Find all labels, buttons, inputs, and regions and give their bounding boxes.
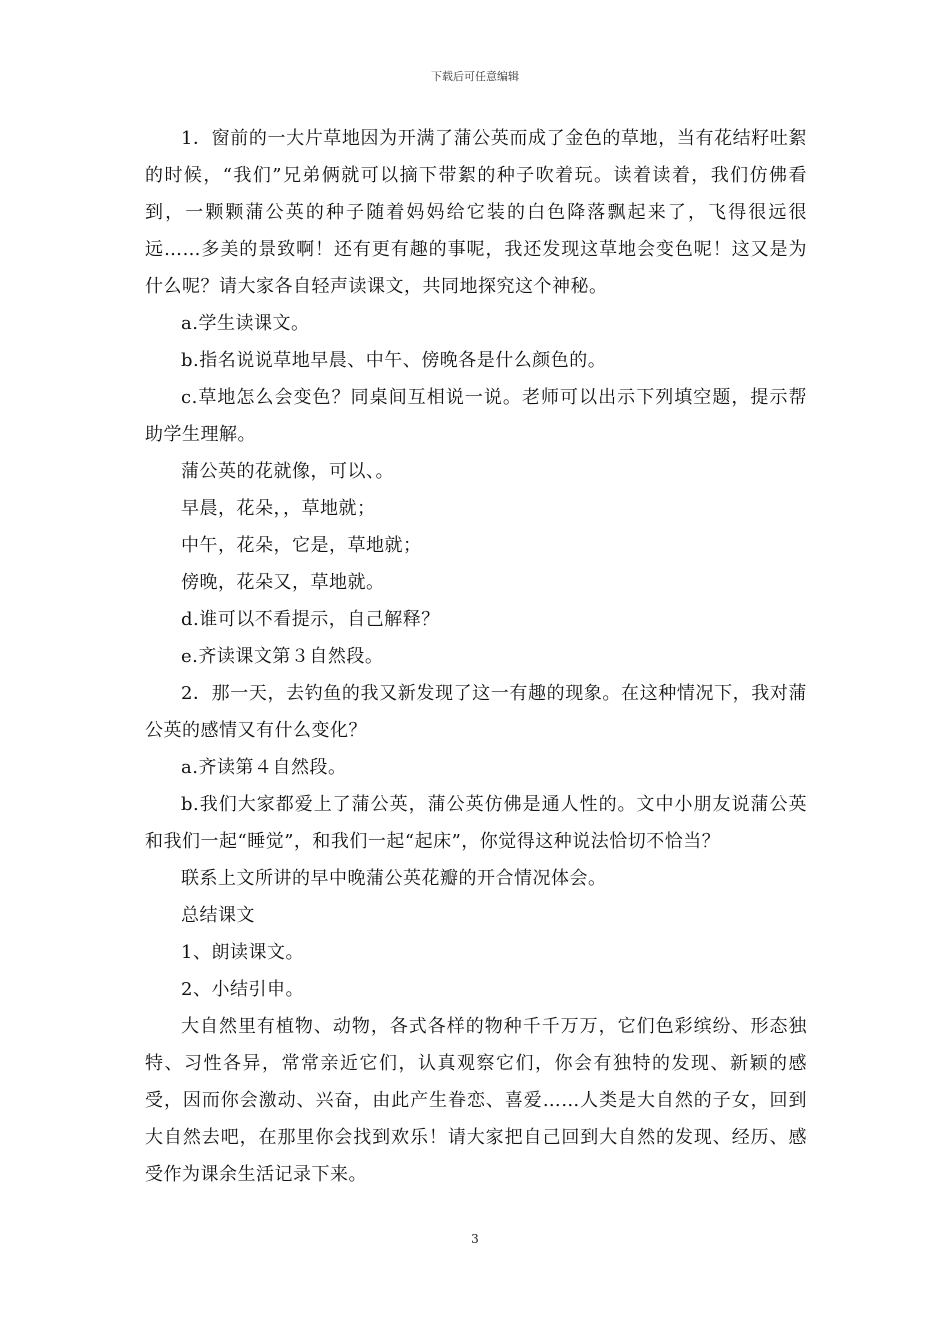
document-body xyxy=(145,120,807,1193)
paragraph-step-a-2: a.齐读第４自然段。 xyxy=(181,757,347,778)
fill-blank-line-2: 早晨，花朵，，草地就； xyxy=(181,498,376,519)
paragraph-step-d: d.谁可以不看提示，自己解释？ xyxy=(181,609,440,630)
paragraph-step-e: e.齐读课文第３自然段。 xyxy=(181,646,384,667)
paragraph-context-note: 联系上文所讲的早中晚蒲公英花瓣的开合情况体会。 xyxy=(181,868,607,889)
paragraph-conclusion: 大自然里有植物、动物，各式各样的物种千千万万，它们色彩缤纷、形态独特、习性各异，常常亲近它们，认真观察它们，你会有独特的发现、新颖的感受，因而你会激动、兴奋，由此产生眷恋、喜爱……人类是大自然的子女，回到大自然去吧，在那里你会找到欢乐！请大家把自己回到大自然的发现、经历、感受作为课余生活记录下来。 xyxy=(145,1016,807,1185)
page-number: 3 xyxy=(471,1232,479,1246)
paragraph-lesson-point-1: 1．窗前的一大片草地因为开满了蒲公英而成了金色的草地，当有花结籽吐絮的时候，“我们”兄弟俩就可以摘下带絮的种子吹着玩。读着读着，我们仿佛看到，一颗颗蒲公英的种子随着妈妈给它装的白色降落飘起来了，飞得很远很远……多美的景致啊！还有更有趣的事呢，我还发现这草地会变色呢！这又是为什么呢？请大家各自轻声读课文，共同地探究这个神秘。 xyxy=(145,128,807,297)
paragraph-step-c: c.草地怎么会变色？同桌间互相说一说。老师可以出示下列填空题，提示帮助学生理解。 xyxy=(145,387,807,445)
section-heading-summary: 总结课文 xyxy=(181,905,255,926)
summary-item-1: 1、朗读课文。 xyxy=(181,942,304,963)
page-header: 下载后可任意编辑 xyxy=(431,70,519,83)
fill-blank-line-4: 傍晚，花朵又，草地就。 xyxy=(181,572,385,593)
paragraph-step-b-2: b.我们大家都爱上了蒲公英，蒲公英仿佛是通人性的。文中小朋友说蒲公英和我们一起“睡觉”，和我们一起“起床”，你觉得这种说法恰切不恰当？ xyxy=(145,794,807,852)
paragraph-step-a: a.学生读课文。 xyxy=(181,313,310,334)
summary-item-2: 2、小结引申。 xyxy=(181,979,304,1000)
fill-blank-line-1: 蒲公英的花就像，可以、。 xyxy=(181,461,394,482)
paragraph-step-b: b.指名说说草地早晨、中午、傍晚各是什么颜色的。 xyxy=(181,350,607,371)
fill-blank-line-3: 中午，花朵，它是，草地就； xyxy=(181,535,422,556)
paragraph-lesson-point-2: 2．那一天，去钓鱼的我又新发现了这一有趣的现象。在这种情况下，我对蒲公英的感情又有什么变化？ xyxy=(145,683,807,741)
